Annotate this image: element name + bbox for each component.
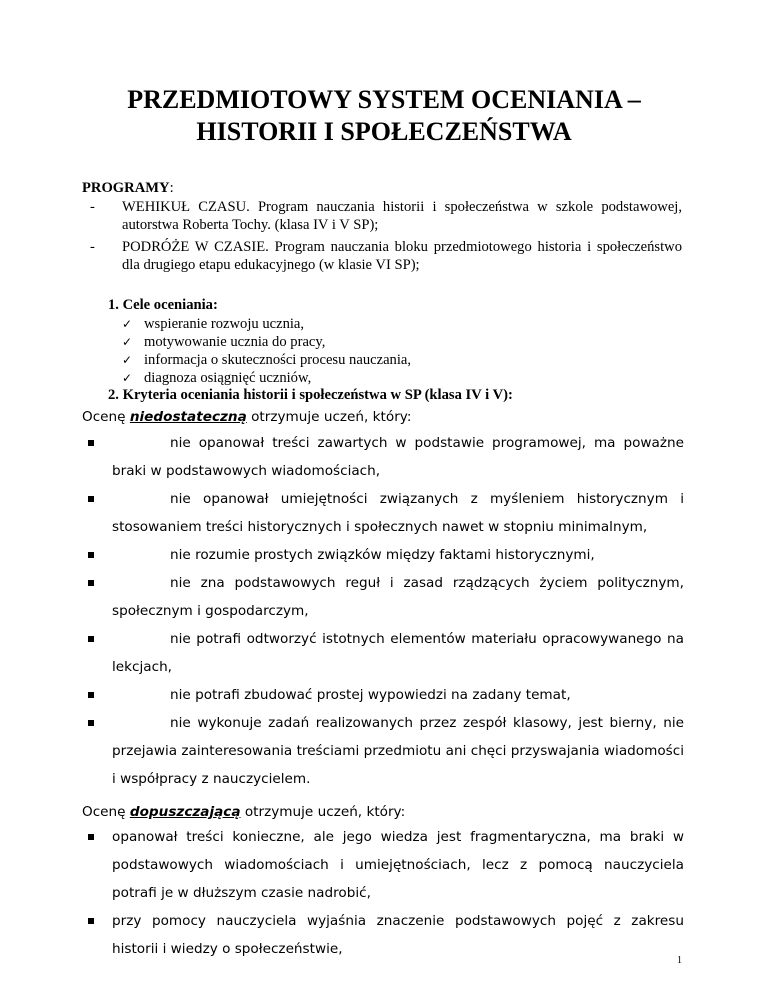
criterion-text: nie rozumie prostych związków między faktami historycznymi, — [170, 547, 595, 563]
program-item — [82, 238, 682, 274]
checkmark-icon: ✓ — [122, 335, 133, 349]
grade-name: niedostateczną — [129, 409, 247, 425]
grade-suffix: otrzymuje uczeń, który: — [240, 804, 406, 820]
criterion-text: nie zna podstawowych reguł i zasad rządzących życiem politycznym, społecznym i gospodarczym, — [112, 575, 684, 619]
criterion-item — [82, 485, 684, 541]
goals-list — [122, 315, 411, 387]
dash-marker: - — [90, 199, 95, 215]
dash-marker: - — [90, 239, 95, 255]
grade-prefix: Ocenę — [82, 409, 130, 425]
criterion-text: nie wykonuje zadań realizowanych przez zespół klasowy, jest bierny, nie przejawia zainteresowania treściami przedmiotu ani chęci przyswajania wiadomości i współpracy z nauczycielem. — [112, 715, 684, 787]
grade-prefix: Ocenę — [82, 804, 130, 820]
square-bullet-icon — [88, 692, 94, 698]
criterion-text: opanował treści konieczne, ale jego wiedza jest fragmentaryczna, ma braki w podstawowych wiadomościach i umiejętnościach, lecz z pomocą nauczyciela potrafi je w dłuższym czasie nadrobić, — [112, 829, 684, 901]
criterion-text: przy pomocy nauczyciela wyjaśnia znaczenie podstawowych pojęć z zakresu historii i wiedzy o społeczeństwie, — [112, 913, 684, 957]
grade-name: dopuszczającą — [129, 804, 241, 820]
page-number: 1 — [677, 955, 682, 966]
goal-item — [122, 369, 411, 387]
goal-item — [122, 315, 411, 333]
goal-text: informacja o skuteczności procesu nauczania, — [144, 352, 412, 368]
square-bullet-icon — [88, 636, 94, 642]
criterion-item — [82, 429, 684, 485]
square-bullet-icon — [88, 440, 94, 446]
criterion-item — [82, 625, 684, 681]
criterion-text: nie potrafi zbudować prostej wypowiedzi na zadany temat, — [170, 687, 571, 703]
programs-label: PROGRAMY — [82, 180, 170, 196]
program-text: WEHIKUŁ CZASU. Program nauczania historii i społeczeństwa w szkole podstawowej, autorstwa Roberta Tochy. (klasa IV i V SP); — [122, 199, 682, 233]
square-bullet-icon — [88, 918, 94, 924]
square-bullet-icon — [88, 552, 94, 558]
checkmark-icon: ✓ — [122, 353, 133, 367]
criterion-item — [82, 823, 684, 907]
grade-sufficient-intro — [82, 798, 682, 826]
section-1-heading: 1. Cele oceniania: — [108, 297, 218, 313]
square-bullet-icon — [88, 720, 94, 726]
section-2-heading: 2. Kryteria oceniania historii i społeczeństwa w SP (klasa IV i V): — [108, 387, 513, 403]
criterion-text: nie opanował treści zawartych w podstawie programowej, ma poważne braki w podstawowych wiadomościach, — [112, 435, 684, 479]
title-line-2: HISTORII I SPOŁECZEŃSTWA — [196, 117, 572, 146]
criterion-item — [82, 709, 684, 793]
criterion-item — [82, 907, 684, 963]
goal-item — [122, 333, 411, 351]
criterion-item — [82, 681, 684, 709]
goal-text: wspieranie rozwoju ucznia, — [144, 316, 305, 332]
criterion-item — [82, 541, 684, 569]
checkmark-icon: ✓ — [122, 317, 133, 331]
goal-item — [122, 351, 411, 369]
program-text: PODRÓŻE W CZASIE. Program nauczania bloku przedmiotowego historia i społeczeństwo dla drugiego etapu edukacyjnego (w klasie VI SP); — [122, 239, 682, 273]
square-bullet-icon — [88, 496, 94, 502]
page-title — [0, 84, 768, 148]
programs-heading — [82, 179, 174, 197]
title-line-1: PRZEDMIOTOWY SYSTEM OCENIANIA – — [127, 85, 641, 114]
criterion-item — [82, 569, 684, 625]
square-bullet-icon — [88, 834, 94, 840]
grade-suffix: otrzymuje uczeń, który: — [246, 409, 412, 425]
goal-text: motywowanie ucznia do pracy, — [144, 334, 326, 350]
square-bullet-icon — [88, 580, 94, 586]
checkmark-icon: ✓ — [122, 371, 133, 385]
grade-insufficient-intro — [82, 403, 682, 431]
criterion-text: nie opanował umiejętności związanych z myśleniem historycznym i stosowaniem treści historycznych i społecznych nawet w stopniu minimalnym, — [112, 491, 684, 535]
goal-text: diagnoza osiągnięć uczniów, — [144, 370, 312, 386]
program-item — [82, 198, 682, 234]
criterion-text: nie potrafi odtworzyć istotnych elementów materiału opracowywanego na lekcjach, — [112, 631, 684, 675]
programs-colon: : — [169, 180, 174, 196]
